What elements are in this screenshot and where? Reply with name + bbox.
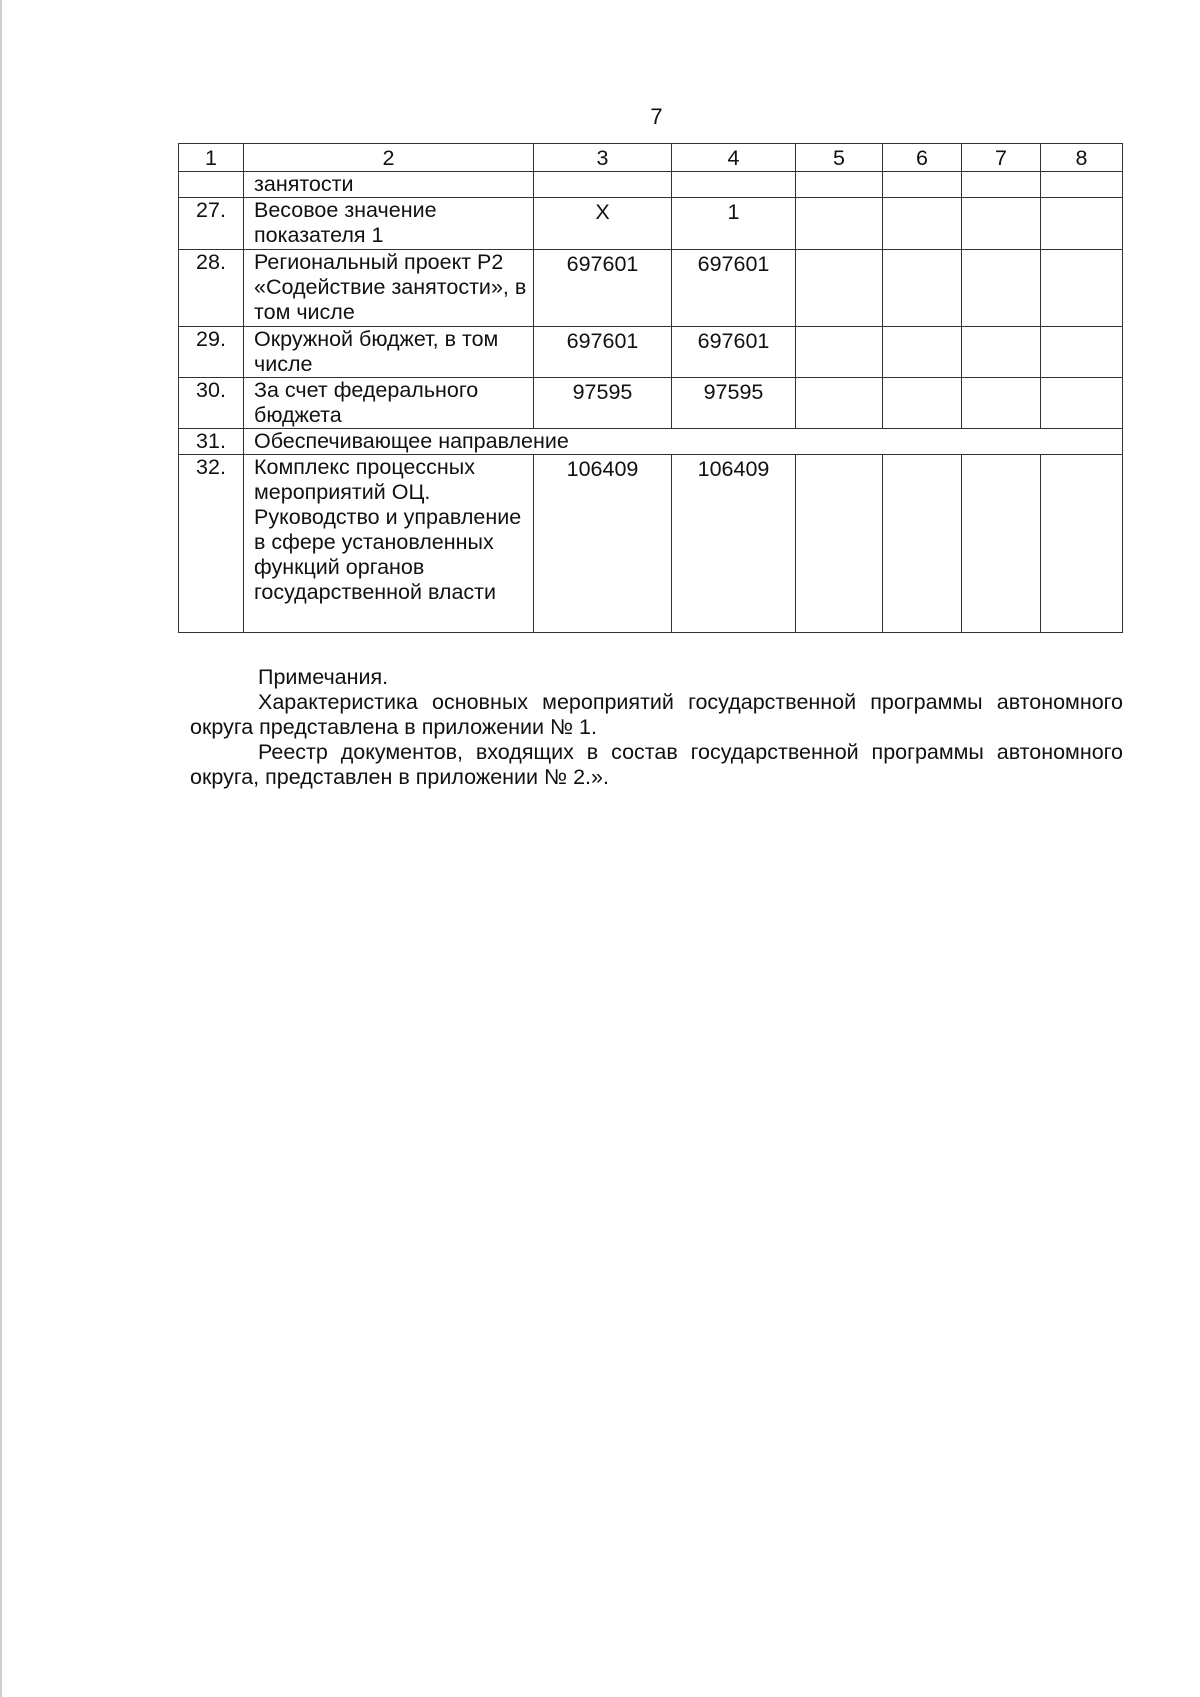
- column-header: 1: [179, 144, 244, 172]
- column-header: 8: [1041, 144, 1123, 172]
- row-number: 29.: [179, 327, 244, 378]
- column-header: 4: [672, 144, 796, 172]
- cell-col6: [883, 250, 962, 327]
- cell-col7: [962, 250, 1041, 327]
- cell-col7: [962, 327, 1041, 378]
- row-number: 27.: [179, 198, 244, 250]
- cell-col3: 97595: [534, 378, 672, 429]
- cell-col3: [534, 172, 672, 198]
- cell-col8: [1041, 250, 1123, 327]
- column-header: 6: [883, 144, 962, 172]
- page-left-edge: [0, 0, 2, 1697]
- notes-paragraph-1: Характеристика основных мероприятий государственной программы автономного округа представлена в приложении № 1.: [190, 690, 1123, 739]
- notes-section: [190, 665, 1123, 790]
- row-name: За счет федерального бюджета: [244, 378, 534, 429]
- cell-col4: 697601: [672, 250, 796, 327]
- cell-col5: [796, 198, 883, 250]
- cell-col6: [883, 198, 962, 250]
- column-header: 2: [244, 144, 534, 172]
- cell-col4: 106409: [672, 455, 796, 633]
- row-name: Окружной бюджет, в том числе: [244, 327, 534, 378]
- cell-col7: [962, 455, 1041, 633]
- table-header-row: [179, 144, 1123, 172]
- column-header: 5: [796, 144, 883, 172]
- cell-col4: [672, 172, 796, 198]
- cell-col5: [796, 172, 883, 198]
- cell-col8: [1041, 378, 1123, 429]
- cell-col8: [1041, 455, 1123, 633]
- cell-col4: 97595: [672, 378, 796, 429]
- cell-col5: [796, 378, 883, 429]
- notes-title: Примечания.: [258, 665, 389, 689]
- cell-col7: [962, 198, 1041, 250]
- notes-paragraph-2: Реестр документов, входящих в состав государственной программы автономного округа, представлен в приложении № 2.».: [190, 740, 1123, 789]
- page-number: 7: [650, 104, 663, 129]
- cell-col5: [796, 250, 883, 327]
- row-name: Региональный проект Р2 «Содействие занятости», в том числе: [244, 250, 534, 327]
- cell-col3: Х: [534, 198, 672, 250]
- cell-col4: 1: [672, 198, 796, 250]
- cell-col6: [883, 378, 962, 429]
- cell-col8: [1041, 327, 1123, 378]
- column-header: 7: [962, 144, 1041, 172]
- table-row: [179, 429, 1123, 455]
- cell-col8: [1041, 198, 1123, 250]
- table-row: [179, 250, 1123, 327]
- cell-col3: 106409: [534, 455, 672, 633]
- cell-col5: [796, 327, 883, 378]
- row-name: занятости: [244, 172, 534, 198]
- table-row: [179, 455, 1123, 633]
- table-row: [179, 172, 1123, 198]
- row-number: 28.: [179, 250, 244, 327]
- row-number: [179, 172, 244, 198]
- column-header: 3: [534, 144, 672, 172]
- row-number: 31.: [179, 429, 244, 455]
- cell-col3: 697601: [534, 327, 672, 378]
- cell-col6: [883, 455, 962, 633]
- cell-col5: [796, 455, 883, 633]
- cell-col6: [883, 327, 962, 378]
- table-row: [179, 327, 1123, 378]
- cell-col7: [962, 378, 1041, 429]
- budget-table: [178, 143, 1123, 633]
- table-row: [179, 378, 1123, 429]
- row-name-merged: Обеспечивающее направление: [244, 429, 1123, 455]
- cell-col7: [962, 172, 1041, 198]
- cell-col3: 697601: [534, 250, 672, 327]
- cell-col8: [1041, 172, 1123, 198]
- cell-col4: 697601: [672, 327, 796, 378]
- table-row: [179, 198, 1123, 250]
- row-number: 32.: [179, 455, 244, 633]
- cell-col6: [883, 172, 962, 198]
- row-name: Комплекс процессных мероприятий ОЦ. Руководство и управление в сфере установленных функций органов государственной власти: [244, 455, 534, 633]
- row-number: 30.: [179, 378, 244, 429]
- row-name: Весовое значение показателя 1: [244, 198, 534, 250]
